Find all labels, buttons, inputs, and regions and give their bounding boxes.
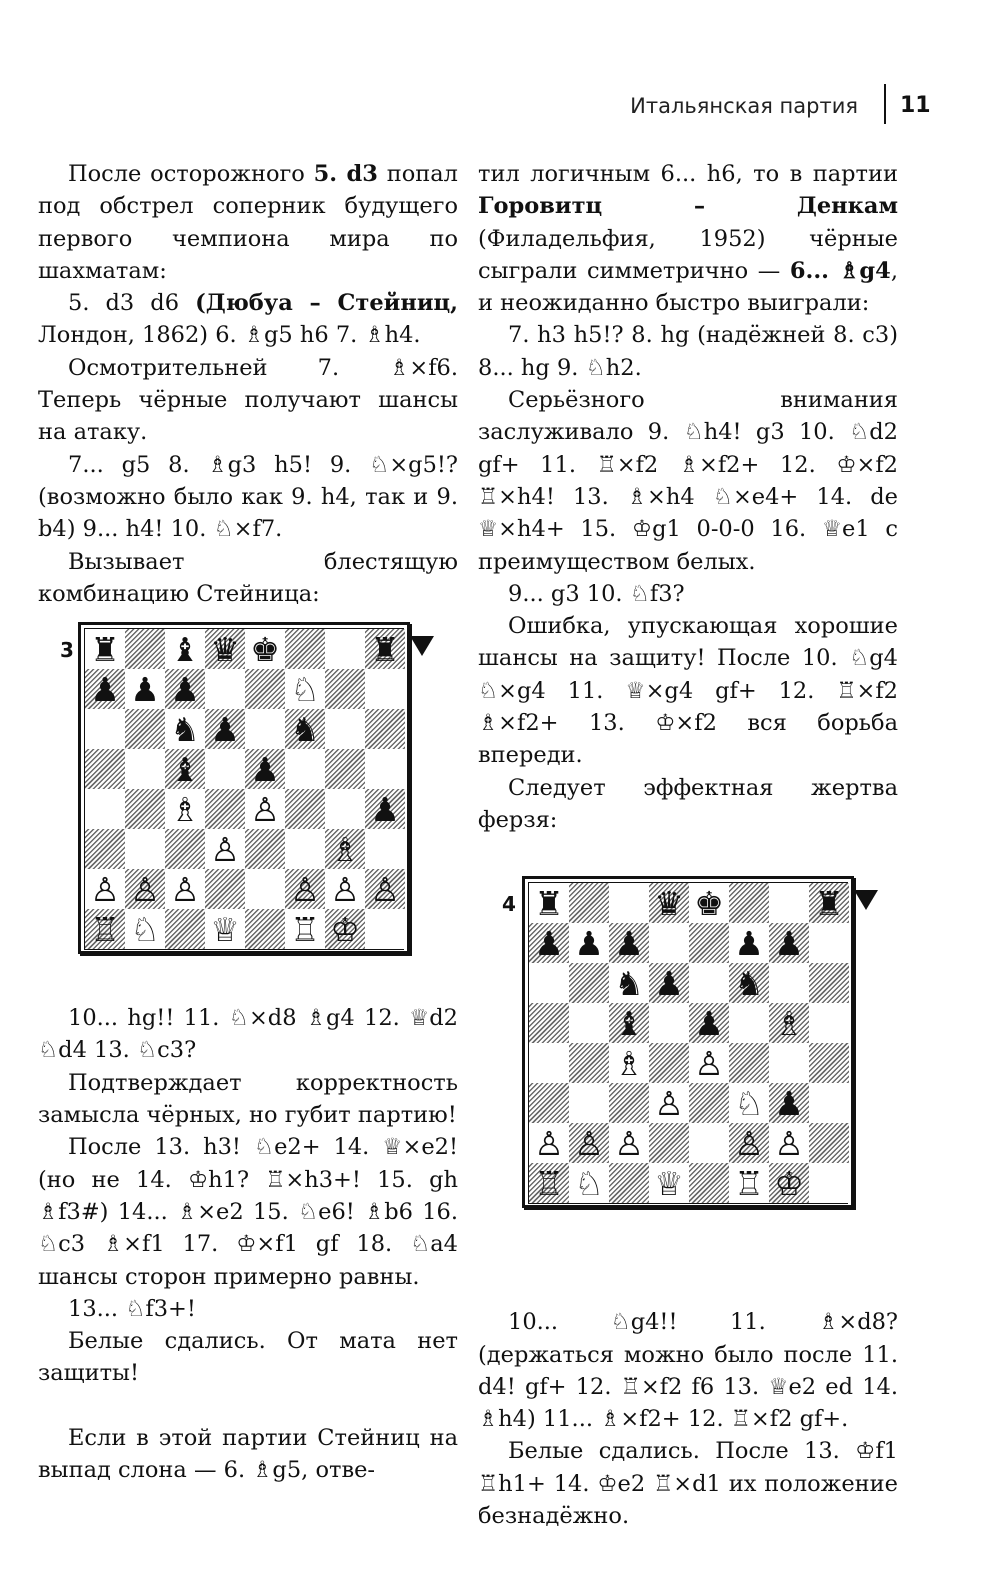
board-square bbox=[205, 789, 245, 829]
board-square bbox=[165, 869, 205, 909]
white-pawn-icon: ♙ bbox=[614, 1123, 644, 1163]
white-pawn-icon: ♙ bbox=[574, 1123, 604, 1163]
board-square bbox=[809, 1083, 849, 1123]
board-square bbox=[325, 789, 365, 829]
board-square bbox=[529, 1123, 569, 1163]
white-rook-icon: ♖ bbox=[90, 909, 120, 949]
black-pawn-icon: ♟ bbox=[370, 789, 400, 829]
board-square bbox=[285, 829, 325, 869]
board-square bbox=[689, 883, 729, 923]
board-square bbox=[729, 1003, 769, 1043]
board-square bbox=[325, 709, 365, 749]
black-bishop-icon: ♝ bbox=[170, 749, 200, 789]
board-square bbox=[205, 829, 245, 869]
black-rook-icon: ♜ bbox=[90, 629, 120, 669]
board-square bbox=[365, 869, 405, 909]
black-pawn-icon: ♟ bbox=[734, 923, 764, 963]
black-rook-icon: ♜ bbox=[534, 883, 564, 923]
board-square bbox=[365, 669, 405, 709]
board-square bbox=[569, 963, 609, 1003]
board-square bbox=[649, 1163, 689, 1203]
black-knight-icon: ♞ bbox=[170, 709, 200, 749]
board-square bbox=[649, 1003, 689, 1043]
board-square bbox=[689, 1003, 729, 1043]
black-to-move-icon bbox=[410, 636, 434, 656]
white-pawn-icon: ♙ bbox=[130, 869, 160, 909]
board-square bbox=[809, 1123, 849, 1163]
board-square bbox=[365, 749, 405, 789]
board-square bbox=[325, 869, 365, 909]
black-pawn-icon: ♟ bbox=[90, 669, 120, 709]
black-pawn-icon: ♟ bbox=[774, 923, 804, 963]
board-square bbox=[85, 909, 125, 949]
black-pawn-icon: ♟ bbox=[574, 923, 604, 963]
board-square bbox=[769, 1043, 809, 1083]
black-pawn-icon: ♟ bbox=[614, 923, 644, 963]
white-bishop-icon: ♗ bbox=[330, 829, 360, 869]
board-square bbox=[769, 923, 809, 963]
black-rook-icon: ♜ bbox=[370, 629, 400, 669]
board-square bbox=[165, 669, 205, 709]
board-square bbox=[649, 1083, 689, 1123]
white-pawn-icon: ♙ bbox=[654, 1083, 684, 1123]
white-knight-icon: ♘ bbox=[130, 909, 160, 949]
board-square bbox=[529, 883, 569, 923]
board-square bbox=[569, 1083, 609, 1123]
board-square bbox=[205, 629, 245, 669]
white-pawn-icon: ♙ bbox=[534, 1123, 564, 1163]
board-square bbox=[165, 629, 205, 669]
board-square bbox=[285, 869, 325, 909]
board-square bbox=[769, 1123, 809, 1163]
white-knight-icon: ♘ bbox=[734, 1083, 764, 1123]
board-square bbox=[325, 909, 365, 949]
board-square bbox=[809, 923, 849, 963]
board-square bbox=[325, 669, 365, 709]
board-square bbox=[609, 1043, 649, 1083]
board-square bbox=[125, 749, 165, 789]
game-players: (Дюбуа – Стейниц, bbox=[195, 290, 458, 317]
white-bishop-icon: ♗ bbox=[614, 1043, 644, 1083]
board-square bbox=[165, 749, 205, 789]
black-king-icon: ♚ bbox=[694, 883, 724, 923]
board-square bbox=[569, 1163, 609, 1203]
black-bishop-icon: ♝ bbox=[614, 1003, 644, 1043]
white-pawn-icon: ♙ bbox=[170, 869, 200, 909]
white-king-icon: ♔ bbox=[774, 1163, 804, 1203]
chess-board bbox=[84, 628, 404, 950]
board-square bbox=[245, 709, 285, 749]
black-pawn-icon: ♟ bbox=[210, 709, 240, 749]
board-square bbox=[689, 1083, 729, 1123]
paragraph: Белые сдались. После 13. ♔f1 ♖h1+ 14. ♔e2 ♖×d1 их положение безнадёжно. bbox=[478, 1438, 898, 1530]
board-square bbox=[769, 1083, 809, 1123]
board-square bbox=[609, 1083, 649, 1123]
game-players: Горовитц – Денкам bbox=[478, 193, 898, 220]
paragraph: 7... g5 8. ♗g3 h5! 9. ♘×g5!? (возможно было как 9. h4, так и 9. b4) 9... h4! 10. ♘×f7. bbox=[38, 451, 458, 543]
board-square bbox=[165, 709, 205, 749]
board-square bbox=[569, 1003, 609, 1043]
board-square bbox=[569, 1043, 609, 1083]
board-square bbox=[649, 923, 689, 963]
black-pawn-icon: ♟ bbox=[170, 669, 200, 709]
board-square bbox=[325, 629, 365, 669]
board-square bbox=[285, 909, 325, 949]
board-square bbox=[85, 749, 125, 789]
board-square bbox=[125, 709, 165, 749]
black-knight-icon: ♞ bbox=[734, 963, 764, 1003]
board-square bbox=[205, 709, 245, 749]
white-queen-icon: ♕ bbox=[210, 909, 240, 949]
bold-move: 6... ♗g4 bbox=[789, 257, 891, 284]
board-square bbox=[529, 963, 569, 1003]
running-head bbox=[0, 84, 950, 124]
board-square bbox=[245, 909, 285, 949]
white-knight-icon: ♘ bbox=[574, 1163, 604, 1203]
board-square bbox=[769, 1163, 809, 1203]
board-square bbox=[125, 829, 165, 869]
left-column bbox=[38, 158, 458, 1486]
paragraph: Вызывает блестящую комбинацию Стейница: bbox=[38, 548, 458, 607]
board-square bbox=[245, 869, 285, 909]
white-rook-icon: ♖ bbox=[290, 909, 320, 949]
board-square bbox=[609, 1003, 649, 1043]
board-square bbox=[569, 923, 609, 963]
board-square bbox=[769, 1003, 809, 1043]
board-square bbox=[689, 923, 729, 963]
board-square bbox=[809, 1163, 849, 1203]
board-square bbox=[729, 923, 769, 963]
white-bishop-icon: ♗ bbox=[170, 789, 200, 829]
white-pawn-icon: ♙ bbox=[694, 1043, 724, 1083]
paragraph: Осмотрительней 7. ♗×f6. Теперь чёрные получают шансы на атаку. bbox=[38, 354, 458, 446]
black-pawn-icon: ♟ bbox=[654, 963, 684, 1003]
board-square bbox=[125, 629, 165, 669]
black-pawn-icon: ♟ bbox=[774, 1083, 804, 1123]
black-knight-icon: ♞ bbox=[290, 709, 320, 749]
board-square bbox=[245, 749, 285, 789]
paragraph: тил логичным 6... h6, то в партии Горовитц – Денкам (Филадельфия, 1952) чёрные сыграли симметрично — 6... ♗g4, и неожиданно быстро выиграли: bbox=[478, 161, 898, 317]
board-square bbox=[125, 789, 165, 829]
white-bishop-icon: ♗ bbox=[774, 1003, 804, 1043]
white-pawn-icon: ♙ bbox=[250, 789, 280, 829]
board-square bbox=[689, 1043, 729, 1083]
board-square bbox=[689, 1123, 729, 1163]
board-square bbox=[809, 883, 849, 923]
board-square bbox=[325, 829, 365, 869]
paragraph: Ошибка, упускающая хорошие шансы на защиту! После 10. ♘g4 ♘×g4 11. ♕×g4 gf+ 12. ♖×f2 ♗×f2+ 13. ♔×f2 вся борьба впереди. bbox=[478, 613, 898, 769]
board-square bbox=[365, 909, 405, 949]
board-square bbox=[769, 963, 809, 1003]
board-square bbox=[365, 709, 405, 749]
board-square bbox=[125, 669, 165, 709]
board-square bbox=[285, 669, 325, 709]
paragraph: 10... hg!! 11. ♘×d8 ♗g4 12. ♕d2 ♘d4 13. ♘c3? bbox=[38, 1005, 458, 1064]
board-square bbox=[285, 629, 325, 669]
board-square bbox=[809, 963, 849, 1003]
board-square bbox=[729, 963, 769, 1003]
black-queen-icon: ♛ bbox=[210, 629, 240, 669]
board-square bbox=[729, 1083, 769, 1123]
board-square bbox=[325, 749, 365, 789]
board-square bbox=[609, 963, 649, 1003]
right-column bbox=[478, 158, 898, 1532]
board-square bbox=[205, 669, 245, 709]
board-frame bbox=[522, 876, 854, 1208]
chess-diagram-4 bbox=[478, 876, 898, 1296]
board-square bbox=[569, 1123, 609, 1163]
white-king-icon: ♔ bbox=[330, 909, 360, 949]
paragraph: Белые сдались. От мата нет защиты! bbox=[38, 1328, 458, 1387]
white-queen-icon: ♕ bbox=[654, 1163, 684, 1203]
board-square bbox=[85, 869, 125, 909]
black-knight-icon: ♞ bbox=[614, 963, 644, 1003]
board-square bbox=[529, 1163, 569, 1203]
white-knight-icon: ♘ bbox=[290, 669, 320, 709]
board-square bbox=[649, 1043, 689, 1083]
white-rook-icon: ♖ bbox=[534, 1163, 564, 1203]
board-square bbox=[125, 909, 165, 949]
paragraph: 5. d3 d6 (Дюбуа – Стейниц, Лондон, 1862) 6. ♗g5 h6 7. ♗h4. bbox=[38, 290, 458, 349]
white-pawn-icon: ♙ bbox=[370, 869, 400, 909]
board-square bbox=[125, 869, 165, 909]
board-square bbox=[205, 869, 245, 909]
board-square bbox=[205, 909, 245, 949]
diagram-number: 3 bbox=[60, 638, 74, 663]
paragraph: Следует эффектная жертва ферзя: bbox=[478, 774, 898, 833]
paragraph: После осторожного 5. d3 попал под обстрел соперник будущего первого чемпиона мира по шахматам: bbox=[38, 161, 458, 284]
board-square bbox=[245, 789, 285, 829]
paragraph: 9... g3 10. ♘f3? bbox=[508, 580, 685, 607]
white-pawn-icon: ♙ bbox=[774, 1123, 804, 1163]
paragraph: Серьёзного внимания заслуживало 9. ♘h4! g3 10. ♘d2 gf+ 11. ♖×f2 ♗×f2+ 12. ♔×f2 ♖×h4! 13. ♗×h4 ♘×e4+ 14. de ♕×h4+ 15. ♔g1 0-0-0 16. ♕e1 с преимуществом белых. bbox=[478, 387, 898, 575]
board-square bbox=[769, 883, 809, 923]
board-square bbox=[609, 1123, 649, 1163]
board-square bbox=[165, 829, 205, 869]
board-square bbox=[285, 749, 325, 789]
paragraph: 10... ♘g4!! 11. ♗×d8? (держаться можно было после 11. d4! gf+ 12. ♖×f2 f6 13. ♕e2 ed 14. ♗h4) 11... ♗×f2+ 12. ♖×f2 gf+. bbox=[478, 1309, 898, 1433]
paragraph: После 13. h3! ♘e2+ 14. ♕×e2! (но не 14. ♔h1? ♖×h3+! 15. gh ♗f3#) 14... ♗×e2 15. ♘e6! ♗b6 16. ♘c3 ♗×f1 17. ♔×f1 gf 18. ♘a4 шансы сторон примерно равны. bbox=[38, 1134, 458, 1290]
board-square bbox=[649, 1123, 689, 1163]
board-square bbox=[729, 1163, 769, 1203]
header-rule bbox=[884, 84, 886, 124]
black-pawn-icon: ♟ bbox=[250, 749, 280, 789]
black-to-move-icon bbox=[854, 890, 878, 910]
chess-diagram-3 bbox=[38, 622, 458, 992]
board-frame bbox=[78, 622, 410, 954]
black-rook-icon: ♜ bbox=[814, 883, 844, 923]
board-square bbox=[245, 629, 285, 669]
board-square bbox=[285, 709, 325, 749]
bold-move: 5. d3 bbox=[313, 161, 378, 187]
board-square bbox=[529, 1003, 569, 1043]
black-pawn-icon: ♟ bbox=[694, 1003, 724, 1043]
board-square bbox=[649, 883, 689, 923]
white-pawn-icon: ♙ bbox=[734, 1123, 764, 1163]
board-square bbox=[529, 1083, 569, 1123]
board-square bbox=[205, 749, 245, 789]
board-square bbox=[729, 1123, 769, 1163]
board-square bbox=[649, 963, 689, 1003]
board-square bbox=[609, 883, 649, 923]
board-square bbox=[85, 669, 125, 709]
board-square bbox=[365, 629, 405, 669]
board-square bbox=[609, 1163, 649, 1203]
board-square bbox=[165, 789, 205, 829]
black-bishop-icon: ♝ bbox=[170, 629, 200, 669]
board-square bbox=[729, 1043, 769, 1083]
board-square bbox=[689, 1163, 729, 1203]
board-square bbox=[245, 829, 285, 869]
board-square bbox=[529, 1043, 569, 1083]
board-square bbox=[809, 1003, 849, 1043]
board-square bbox=[165, 909, 205, 949]
board-square bbox=[245, 669, 285, 709]
board-square bbox=[85, 629, 125, 669]
board-square bbox=[365, 829, 405, 869]
board-square bbox=[729, 883, 769, 923]
white-pawn-icon: ♙ bbox=[90, 869, 120, 909]
paragraph: 7. h3 h5!? 8. hg (надёжней 8. c3) 8... hg 9. ♘h2. bbox=[478, 322, 898, 381]
board-square bbox=[529, 923, 569, 963]
black-queen-icon: ♛ bbox=[654, 883, 684, 923]
board-square bbox=[689, 963, 729, 1003]
white-rook-icon: ♖ bbox=[734, 1163, 764, 1203]
black-king-icon: ♚ bbox=[250, 629, 280, 669]
board-square bbox=[609, 923, 649, 963]
page-number: 11 bbox=[900, 93, 931, 118]
board-square bbox=[809, 1043, 849, 1083]
white-pawn-icon: ♙ bbox=[330, 869, 360, 909]
board-square bbox=[85, 829, 125, 869]
running-title: Итальянская партия bbox=[630, 94, 858, 118]
white-pawn-icon: ♙ bbox=[210, 829, 240, 869]
paragraph: Подтверждает корректность замысла чёрных, но губит партию! bbox=[38, 1069, 458, 1129]
black-pawn-icon: ♟ bbox=[130, 669, 160, 709]
diagram-number: 4 bbox=[502, 892, 516, 917]
paragraph: Если в этой партии Стейниц на выпад слона — 6. ♗g5, отве- bbox=[38, 1424, 458, 1484]
board-square bbox=[85, 709, 125, 749]
board-square bbox=[569, 883, 609, 923]
board-square bbox=[285, 789, 325, 829]
paragraph: 13... ♘f3+! bbox=[68, 1295, 196, 1322]
black-pawn-icon: ♟ bbox=[534, 923, 564, 963]
board-square bbox=[365, 789, 405, 829]
board-square bbox=[85, 789, 125, 829]
white-pawn-icon: ♙ bbox=[290, 869, 320, 909]
chess-board bbox=[528, 882, 848, 1204]
